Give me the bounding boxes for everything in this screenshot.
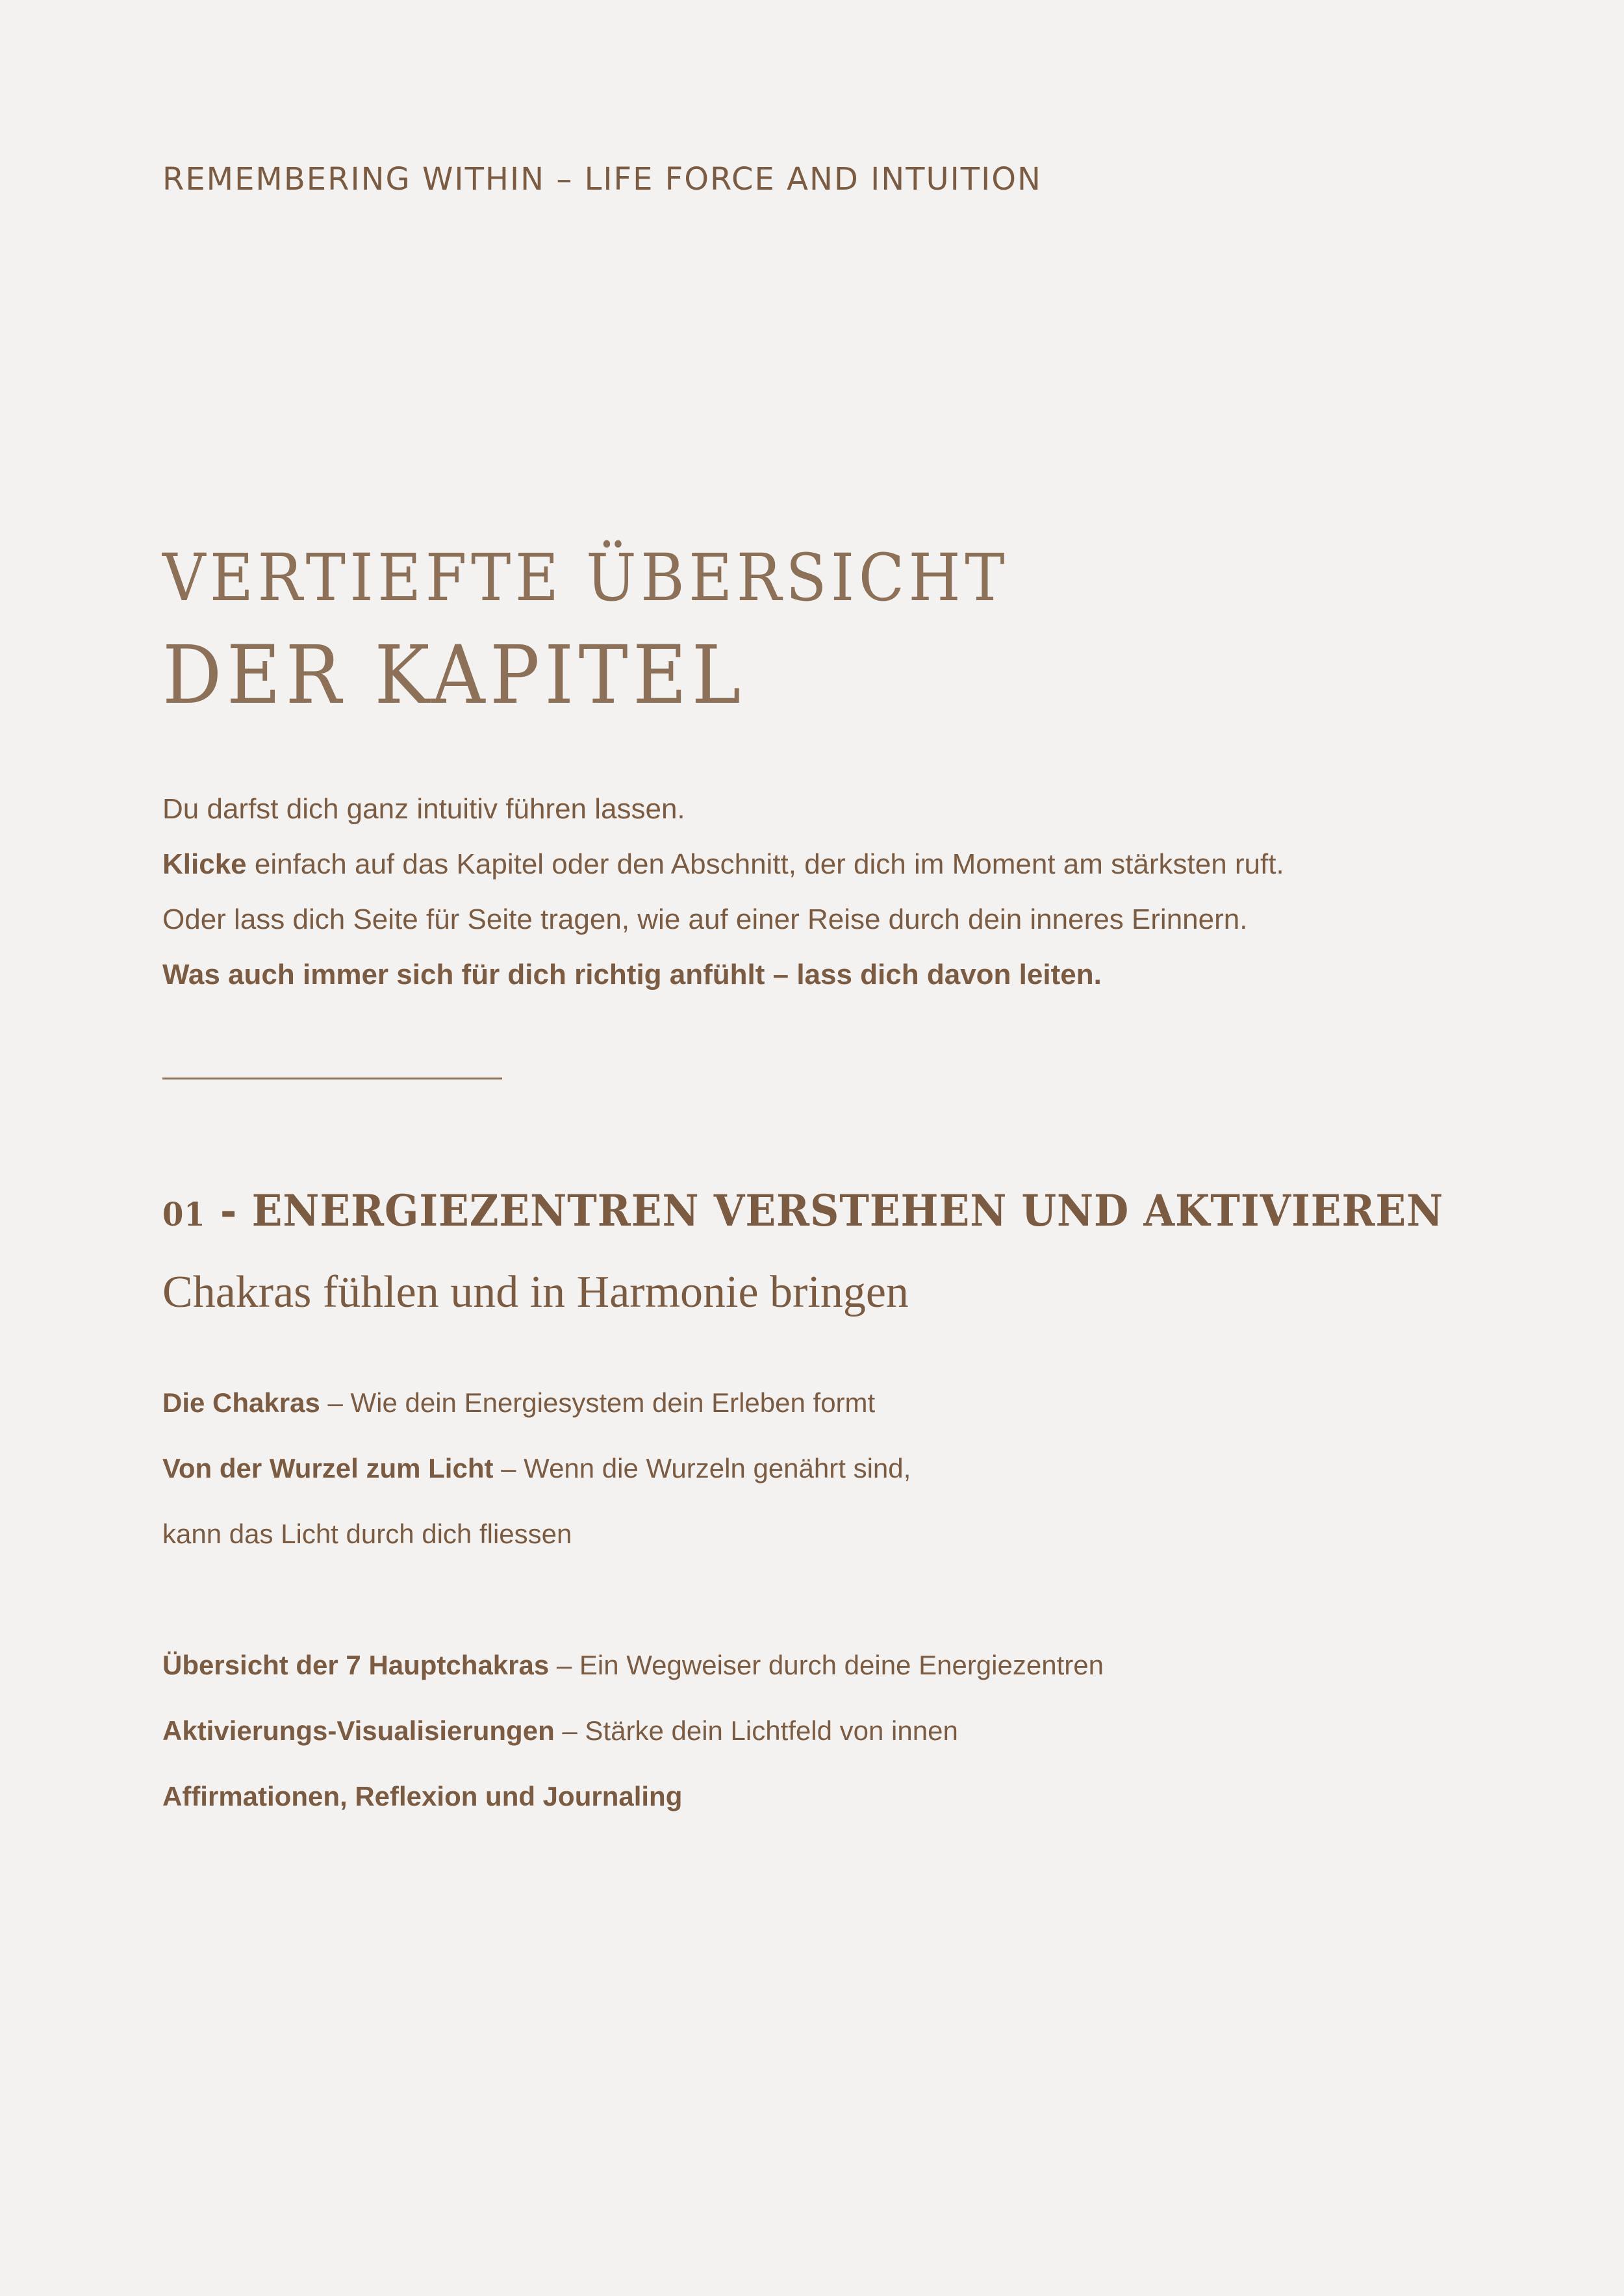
toc-entry-description: – Ein Wegweiser durch deine Energiezentren: [549, 1650, 1104, 1680]
toc-entry-description: kann das Licht durch dich fliessen: [162, 1519, 572, 1549]
page-title-line-1: VERTIEFTE ÜBERSICHT: [162, 540, 1009, 616]
intro-line-3: Oder lass dich Seite für Seite tragen, wie auf einer Reise durch dein inneres Erinnern.: [162, 903, 1248, 935]
intro-line-4: [162, 947, 1494, 1002]
intro-text: [162, 781, 1494, 1002]
toc-entry-affirmationen[interactable]: [162, 1777, 1494, 1843]
toc-entry-title: Von der Wurzel zum Licht: [162, 1453, 494, 1483]
intro-line-1: Du darfst dich ganz intuitiv führen lassen.: [162, 793, 685, 825]
intro-line-4-bold: Was auch immer sich für dich richtig anfühlt – lass dich davon leiten.: [162, 959, 1102, 990]
toc-entry-description: – Wie dein Energiesystem dein Erleben formt: [320, 1387, 876, 1418]
chapter-01-heading-link[interactable]: [162, 1185, 1443, 1236]
toc-entry-aktivierungs-visualisierungen[interactable]: [162, 1711, 1494, 1777]
toc-entry-title: Übersicht der 7 Hauptchakras: [162, 1650, 550, 1680]
page-title: [162, 533, 1082, 727]
toc-entry-wurzel-zum-licht[interactable]: [162, 1449, 1494, 1515]
chapter-01-entries: [162, 1383, 1494, 1843]
toc-entry-die-chakras[interactable]: [162, 1383, 1494, 1449]
chapter-title: - ENERGIEZENTREN VERSTEHEN UND AKTIVIEREN: [205, 1185, 1444, 1236]
page-title-line-2: DER KAPITEL: [162, 629, 746, 722]
toc-entry-title: Aktivierungs-Visualisierungen: [162, 1715, 555, 1746]
toc-entry-description: – Wenn die Wurzeln genährt sind,: [493, 1453, 911, 1483]
chapter-01-subtitle-link[interactable]: Chakras fühlen und in Harmonie bringen: [162, 1267, 909, 1317]
intro-line-2: [162, 837, 1494, 892]
toc-entry-description: – Stärke dein Lichtfeld von innen: [554, 1715, 958, 1746]
chapter-number: 01: [162, 1195, 206, 1233]
toc-entry-wurzel-zum-licht-continued[interactable]: [162, 1515, 1494, 1580]
intro-line-2-bold: Klicke: [162, 848, 247, 880]
intro-line-2-rest: einfach auf das Kapitel oder den Abschnitt, der dich im Moment am stärksten ruft.: [246, 848, 1284, 880]
toc-entry-title: Affirmationen, Reflexion und Journaling: [162, 1781, 683, 1811]
toc-entry-title: Die Chakras: [162, 1387, 320, 1418]
toc-spacer: [162, 1580, 1494, 1646]
running-header: REMEMBERING WITHIN – LIFE FORCE AND INTUITION: [162, 161, 1042, 197]
toc-entry-7-hauptchakras[interactable]: [162, 1646, 1494, 1711]
section-divider: [162, 1078, 502, 1079]
